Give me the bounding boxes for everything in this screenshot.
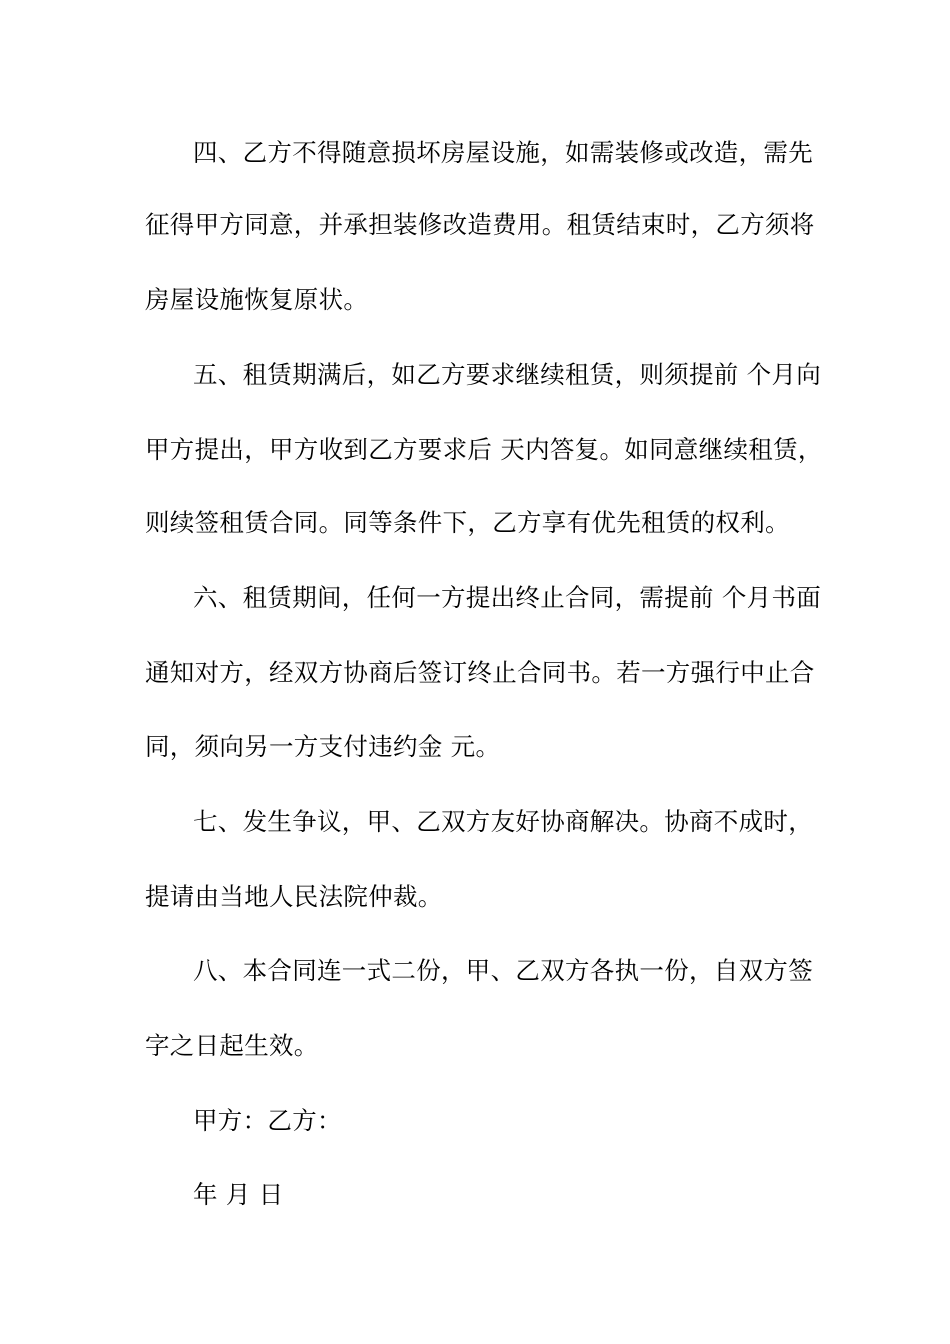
clause-5-line-3: 则续签租赁合同。同等条件下，乙方享有优先租赁的权利。: [145, 508, 790, 537]
clause-8-line-2: 字之日起生效。: [145, 1031, 319, 1060]
clause-7-line-2: 提请由当地人民法院仲裁。: [145, 882, 443, 911]
clause-8-line-1: 八、本合同连一式二份，甲、乙双方各执一份，自双方签: [193, 956, 813, 985]
clause-4-line-1: 四、乙方不得随意损坏房屋设施，如需装修或改造，需先: [193, 138, 813, 167]
clause-6-line-2: 通知对方，经双方协商后签订终止合同书。若一方强行中止合: [145, 658, 815, 687]
clause-4-line-2: 征得甲方同意，并承担装修改造费用。租赁结束时，乙方须将: [145, 210, 815, 239]
clause-6-line-1: 六、租赁期间，任何一方提出终止合同，需提前 个月书面: [193, 583, 822, 612]
clause-4-line-3: 房屋设施恢复原状。: [145, 285, 369, 314]
clause-6-line-3: 同，须向另一方支付违约金 元。: [145, 732, 501, 761]
clause-7-line-1: 七、发生争议，甲、乙双方友好协商解决。协商不成时，: [193, 807, 813, 836]
signature-parties: 甲方：乙方：: [193, 1106, 342, 1135]
signature-date: 年 月 日: [193, 1180, 284, 1209]
clause-5-line-2: 甲方提出，甲方收到乙方要求后 天内答复。如同意继续租赁，: [145, 435, 823, 464]
clause-5-line-1: 五、租赁期满后，如乙方要求继续租赁，则须提前 个月向: [193, 360, 822, 389]
